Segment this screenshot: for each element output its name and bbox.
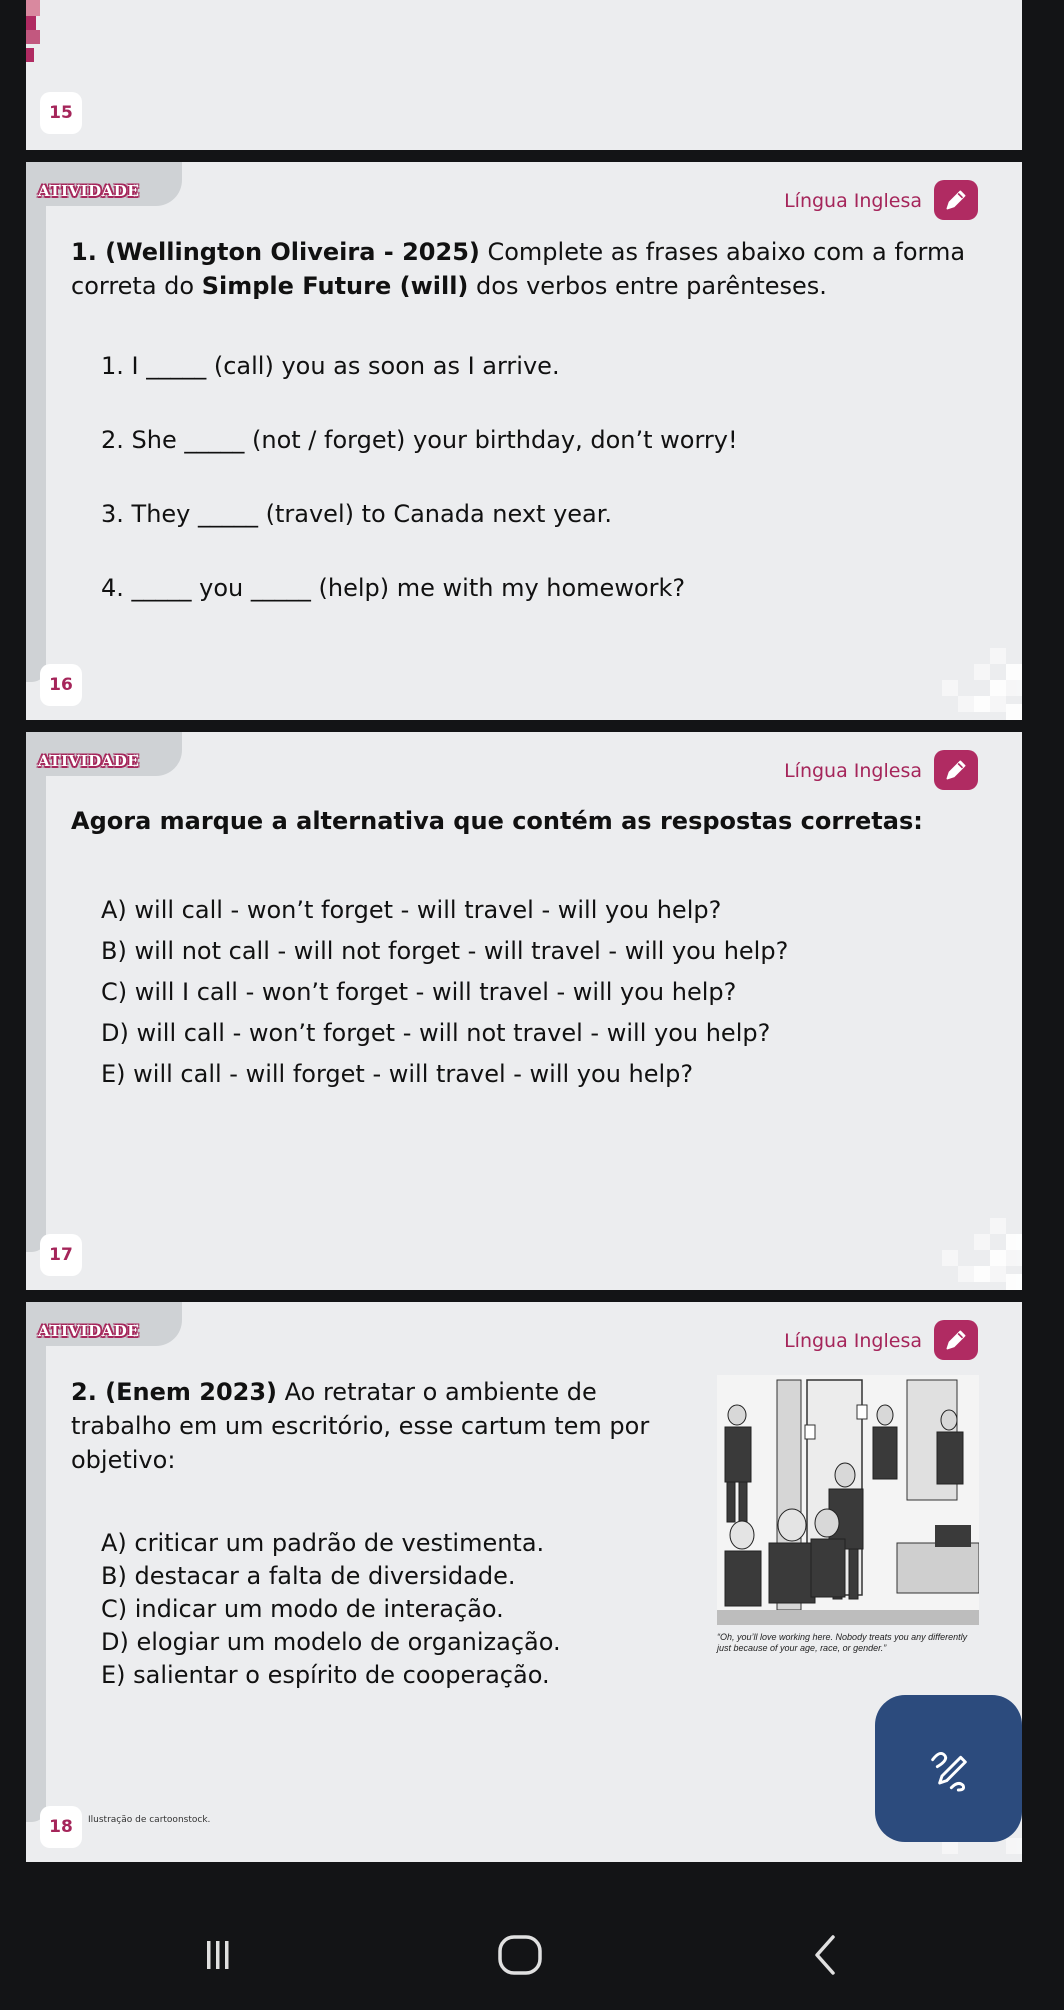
- answer-options: [101, 890, 788, 1095]
- home-icon: [495, 1934, 545, 1976]
- fill-in-list: [101, 352, 738, 648]
- page-number: 16: [49, 675, 73, 695]
- home-button[interactable]: [490, 1930, 550, 1980]
- page-number-badge: [40, 92, 82, 134]
- answer-option-a[interactable]: A) will call - won’t forget - will travel - will you help?: [101, 896, 722, 924]
- page-number-badge: [40, 664, 82, 706]
- navigation-bar: [0, 1900, 1064, 2010]
- question-2-text: [71, 1375, 671, 1477]
- back-button[interactable]: [795, 1930, 855, 1980]
- answer-option-d[interactable]: D) elogiar um modelo de organização.: [101, 1628, 561, 1656]
- answer-options: [101, 1527, 561, 1692]
- question-2-body: Ao retratar o ambiente de trabalho em um escritório, esse cartum tem por objetivo:: [71, 1378, 650, 1474]
- atividade-label: ATIVIDADE: [38, 752, 140, 770]
- list-item: 4. _____ you _____ (help) me with my homework?: [101, 574, 686, 602]
- annotate-fab-button[interactable]: [875, 1695, 1022, 1842]
- left-decor-bar: [26, 1342, 46, 1822]
- page-number: 17: [49, 1245, 73, 1265]
- page-number-badge: [40, 1806, 82, 1848]
- subject-label: Língua Inglesa: [784, 760, 922, 782]
- list-item: 2. She _____ (not / forget) your birthday, don’t worry!: [101, 426, 738, 454]
- page-number: 18: [49, 1817, 73, 1837]
- question-1-text-a: Complete as frases abaixo com a forma correta do: [71, 238, 966, 300]
- question-1-text: [71, 235, 991, 303]
- pencil-icon: [943, 187, 969, 213]
- pen-annotate-icon: [921, 1741, 977, 1797]
- recents-button[interactable]: [188, 1930, 248, 1980]
- options-heading: Agora marque a alternativa que contém as respostas corretas:: [71, 807, 923, 835]
- page-number-badge: [40, 1234, 82, 1276]
- slide-15: [26, 0, 1022, 150]
- left-decor-bar: [26, 202, 46, 682]
- pixel-deco-left: [26, 0, 46, 70]
- question-1-text-b: dos verbos entre parênteses.: [468, 272, 827, 300]
- answer-option-b[interactable]: B) destacar a falta de diversidade.: [101, 1562, 516, 1590]
- atividade-label: ATIVIDADE: [38, 1322, 140, 1340]
- question-1-bold-b: Simple Future (will): [201, 272, 469, 300]
- pencil-button[interactable]: [934, 750, 978, 790]
- back-icon: [805, 1931, 845, 1979]
- recents-icon: [198, 1935, 238, 1975]
- pencil-button[interactable]: [934, 180, 978, 220]
- answer-option-c[interactable]: C) will I call - won’t forget - will travel - will you help?: [101, 978, 737, 1006]
- office-cartoon-image: [717, 1375, 979, 1625]
- slide-17: [26, 732, 1022, 1290]
- atividade-label: ATIVIDADE: [38, 182, 140, 200]
- question-2-source: 2. (Enem 2023): [71, 1378, 278, 1406]
- cartoon-caption: “Oh, you’ll love working here. Nobody treats you any differently just because of your age, race, or gender.”: [717, 1632, 968, 1653]
- slide-16: [26, 162, 1022, 720]
- question-1-source: 1. (Wellington Oliveira - 2025): [71, 238, 480, 266]
- page-number: 15: [49, 103, 73, 123]
- image-credit: Ilustração de cartoonstock.: [88, 1815, 211, 1825]
- answer-option-d[interactable]: D) will call - won’t forget - will not travel - will you help?: [101, 1019, 771, 1047]
- answer-option-b[interactable]: B) will not call - will not forget - will travel - will you help?: [101, 937, 789, 965]
- list-item: 1. I _____ (call) you as soon as I arrive.: [101, 352, 560, 380]
- pixel-deco: [872, 610, 1022, 720]
- pixel-deco: [872, 1180, 1022, 1290]
- subject-label: Língua Inglesa: [784, 1330, 922, 1352]
- subject-label: Língua Inglesa: [784, 190, 922, 212]
- answer-option-e[interactable]: E) salientar o espírito de cooperação.: [101, 1661, 550, 1689]
- answer-option-a[interactable]: A) criticar um padrão de vestimenta.: [101, 1529, 545, 1557]
- list-item: 3. They _____ (travel) to Canada next year.: [101, 500, 613, 528]
- answer-option-e[interactable]: E) will call - will forget - will travel - will you help?: [101, 1060, 694, 1088]
- slide-18: [26, 1302, 1022, 1862]
- answer-option-c[interactable]: C) indicar um modo de interação.: [101, 1595, 504, 1623]
- pencil-icon: [943, 757, 969, 783]
- pencil-icon: [943, 1327, 969, 1353]
- left-decor-bar: [26, 772, 46, 1252]
- pencil-button[interactable]: [934, 1320, 978, 1360]
